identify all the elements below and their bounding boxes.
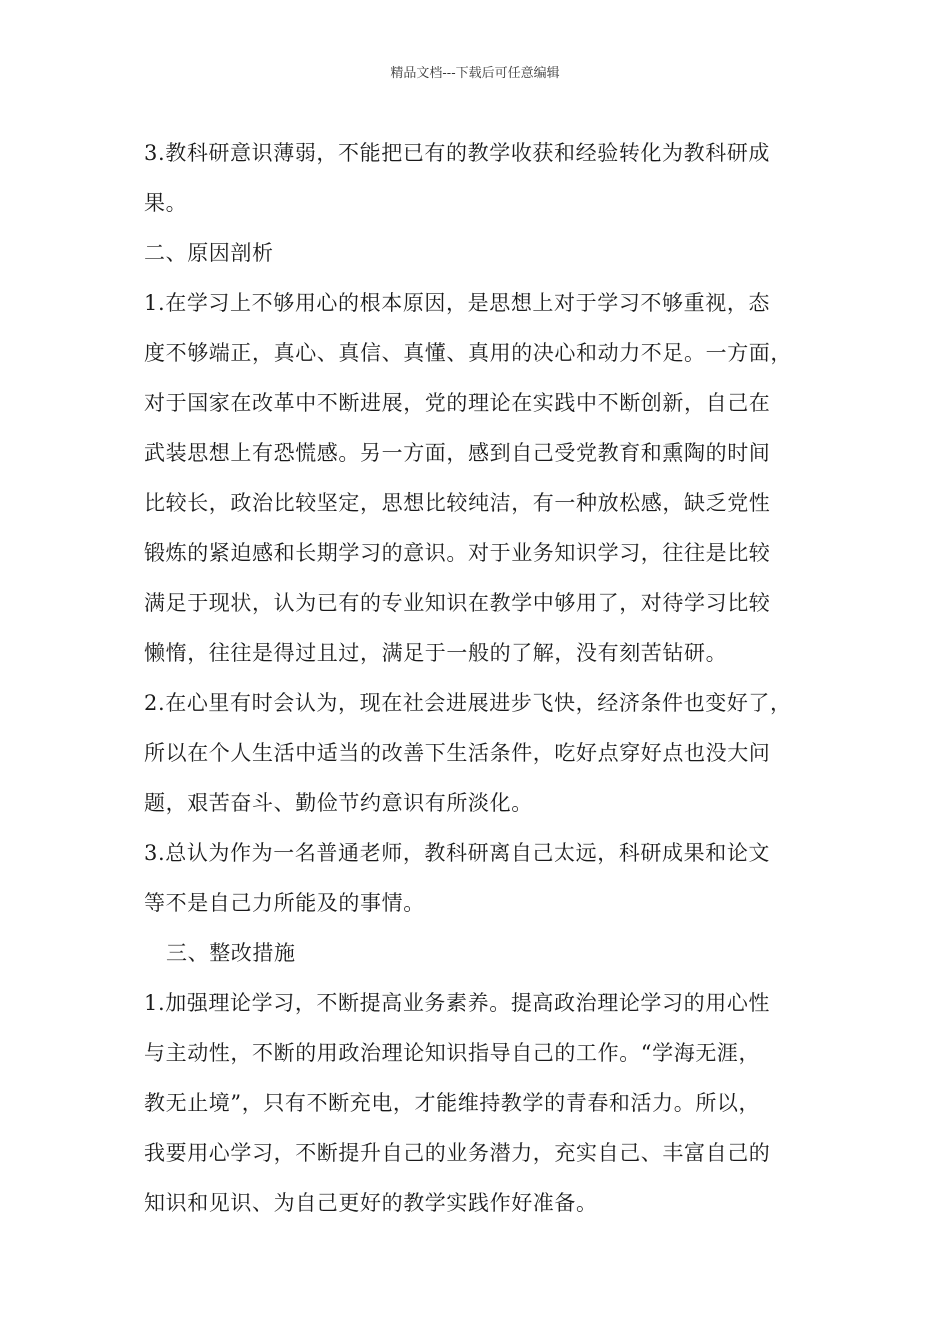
text-line: 武装思想上有恐慌感。另一方面，感到自己受党教育和熏陶的时间 xyxy=(144,441,771,465)
section-heading-cause-analysis: 二、原因剖析 xyxy=(144,241,274,265)
text-line: 3.总认为作为一名普通老师，教科研离自己太远，科研成果和论文 xyxy=(144,841,771,865)
text-line: 所以在个人生活中适当的改善下生活条件，吃好点穿好点也没大问 xyxy=(144,741,771,765)
text-line: 锻炼的紧迫感和长期学习的意识。对于业务知识学习，往往是比较 xyxy=(144,541,771,565)
text-line: 果。 xyxy=(144,191,188,215)
text-line: 题，艰苦奋斗、勤俭节约意识有所淡化。 xyxy=(144,791,533,815)
text-line: 2.在心里有时会认为，现在社会进展进步飞快，经济条件也变好了， xyxy=(144,691,792,715)
text-line: 等不是自己力所能及的事情。 xyxy=(144,891,425,915)
text-line: 我要用心学习，不断提升自己的业务潜力，充实自己、丰富自己的 xyxy=(144,1141,771,1165)
text-line: 度不够端正，真心、真信、真懂、真用的决心和动力不足。一方面， xyxy=(144,341,792,365)
text-line: 1.加强理论学习，不断提高业务素养。提高政治理论学习的用心性 xyxy=(144,991,771,1015)
page-header: 精品文档---下载后可任意编辑 xyxy=(390,66,560,81)
text-line: 满足于现状，认为已有的专业知识在教学中够用了，对待学习比较 xyxy=(144,591,771,615)
text-line: 懒惰，往往是得过且过，满足于一般的了解，没有刻苦钻研。 xyxy=(144,641,728,665)
text-line: 与主动性，不断的用政治理论知识指导自己的工作。“学海无涯， xyxy=(144,1041,761,1065)
document-body xyxy=(144,128,808,1228)
text-line: 1.在学习上不够用心的根本原因，是思想上对于学习不够重视，态 xyxy=(144,291,771,315)
text-line: 教无止境”，只有不断充电，才能维持教学的青春和活力。所以， xyxy=(144,1091,761,1115)
text-line: 比较长，政治比较坚定，思想比较纯洁，有一种放松感，缺乏党性 xyxy=(144,491,771,515)
text-line: 3.教科研意识薄弱，不能把已有的教学收获和经验转化为教科研成 xyxy=(144,141,771,165)
section-heading-rectification-measures: 三、整改措施 xyxy=(166,941,296,965)
text-line: 知识和见识、为自己更好的教学实践作好准备。 xyxy=(144,1191,598,1215)
text-line: 对于国家在改革中不断进展，党的理论在实践中不断创新，自己在 xyxy=(144,391,771,415)
